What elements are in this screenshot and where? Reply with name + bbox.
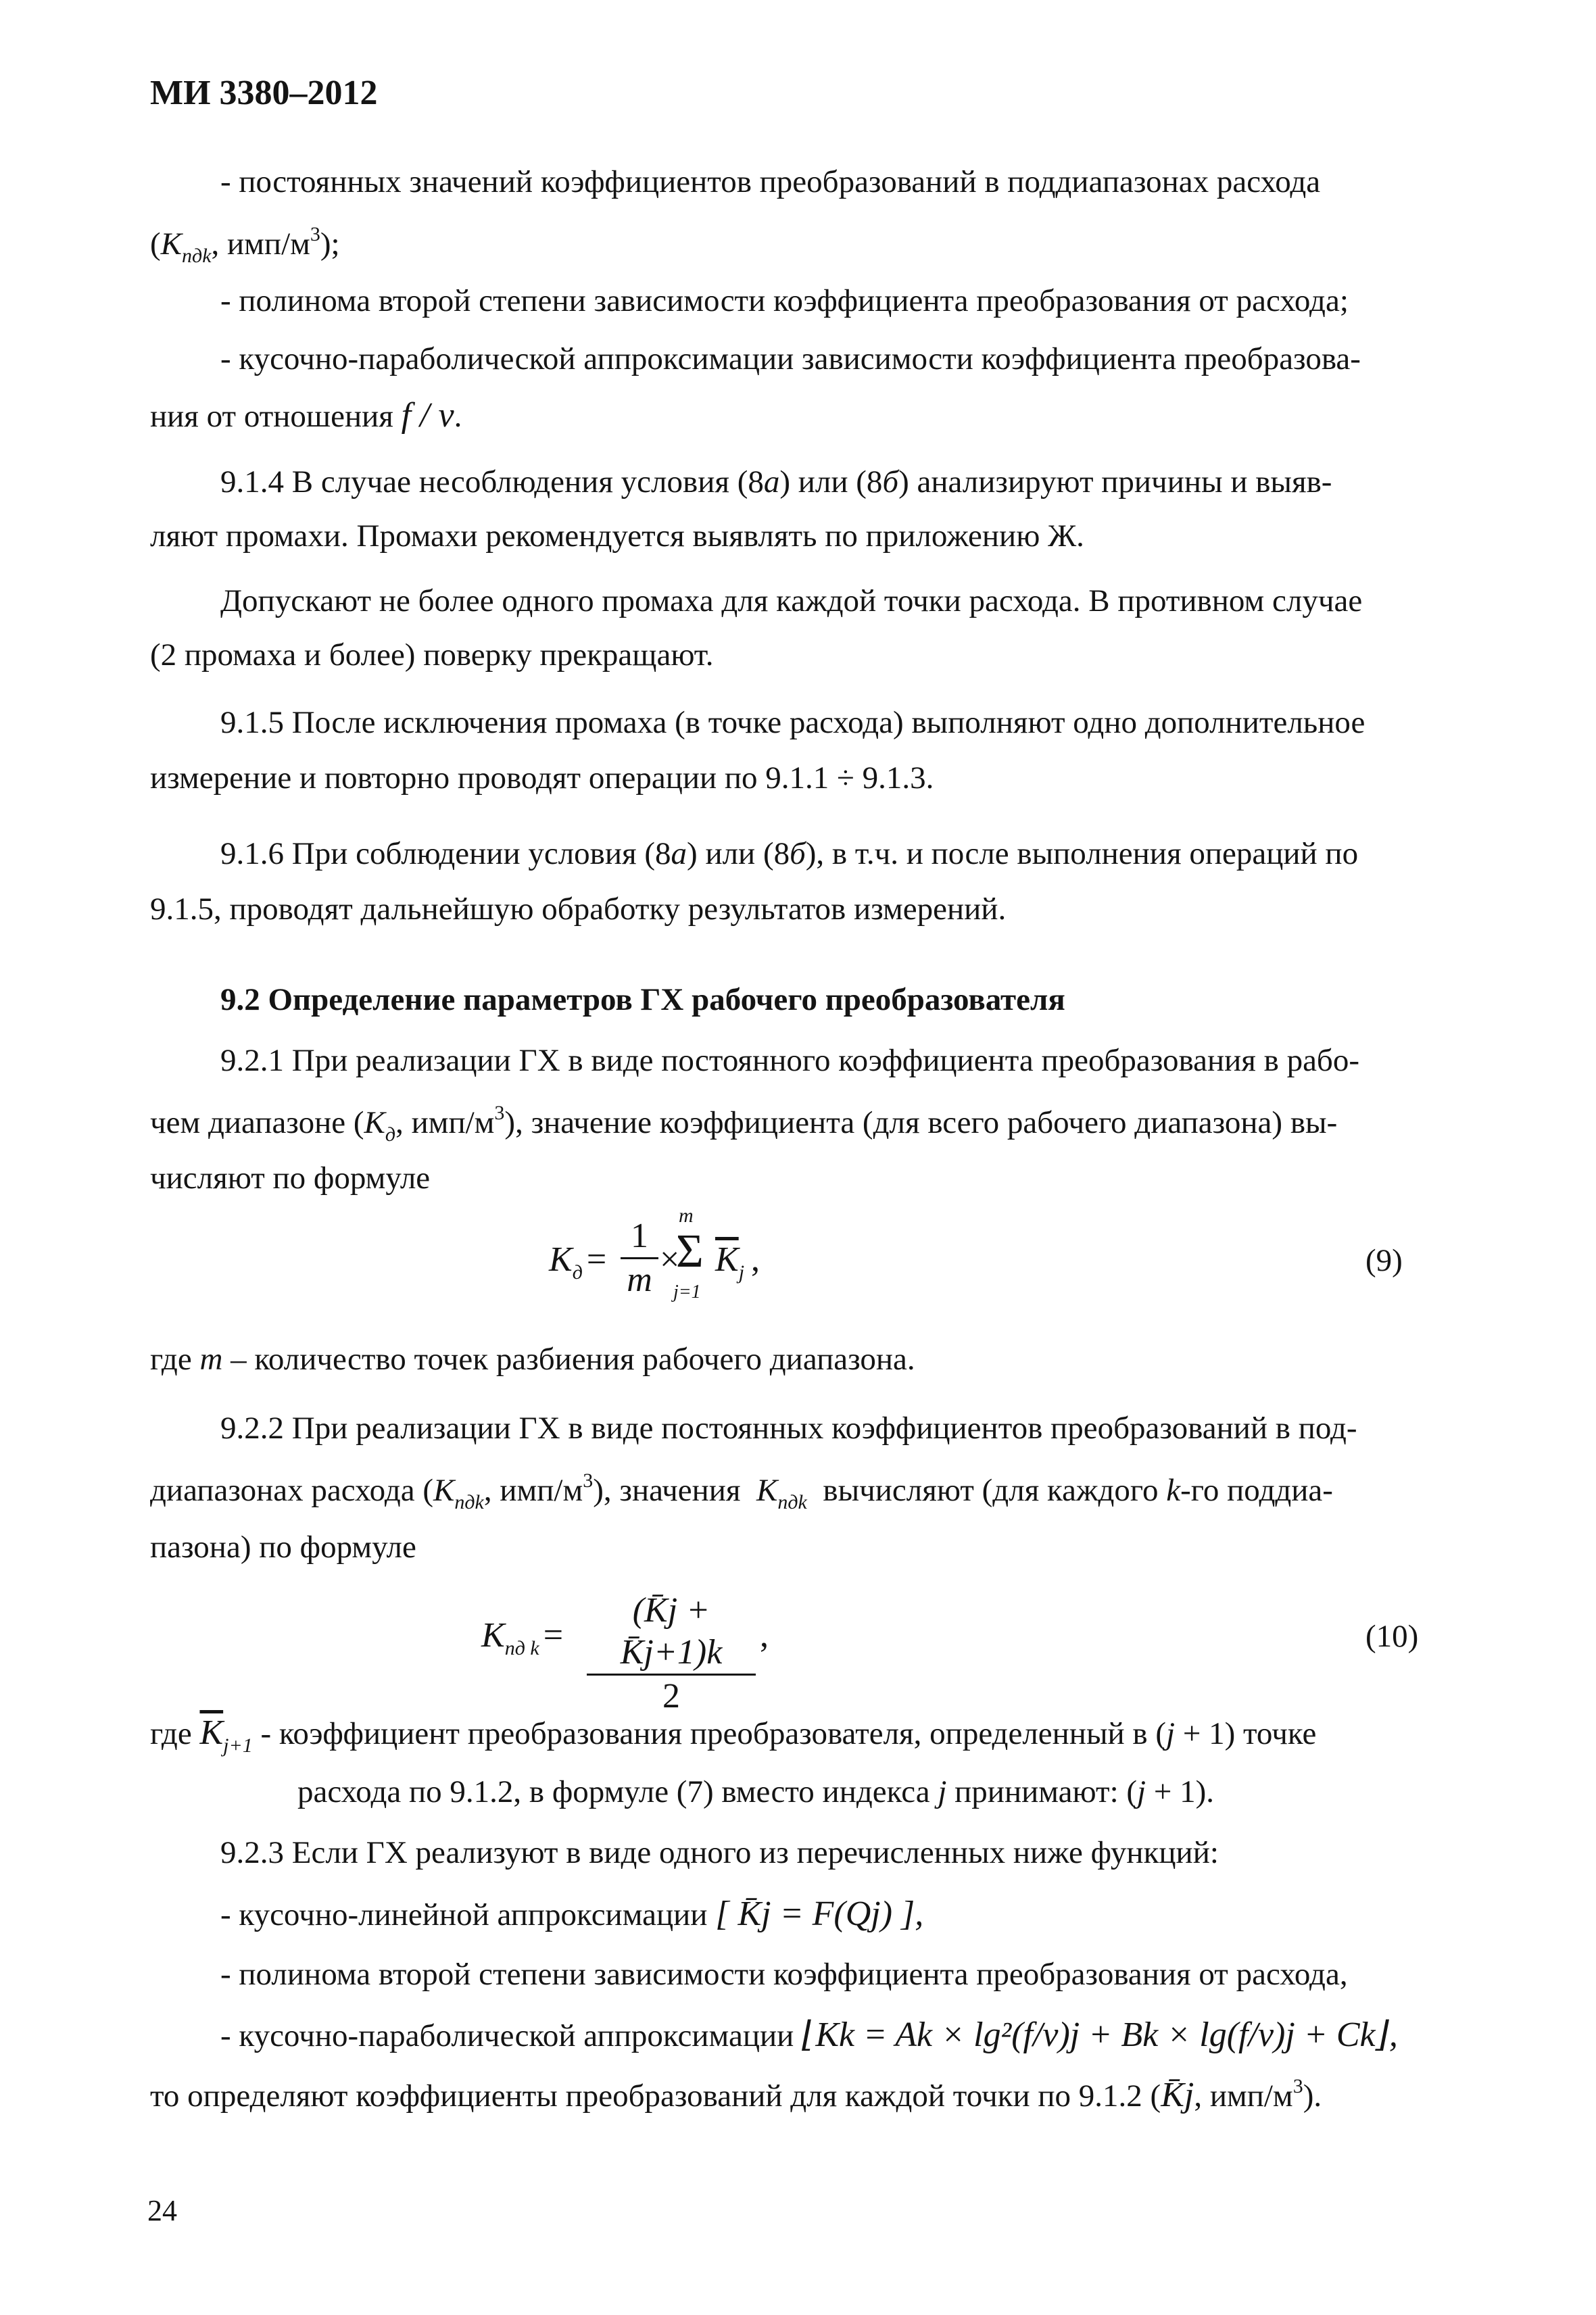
list-item-polynomial: - полинома второй степени зависимости коэффициента преобразования от расхода;: [220, 283, 1349, 318]
text: – количество точек разбиения рабочего диапазона.: [231, 1342, 915, 1377]
math-operator: =: [586, 1240, 607, 1279]
formula-10-end: ,: [760, 1616, 769, 1655]
math-symbol: K: [549, 1240, 573, 1279]
text: , имп/м: [395, 1105, 495, 1140]
math-symbol: K: [433, 1473, 455, 1508]
math-subscript: пд k: [504, 1637, 539, 1659]
paragraph-9-2-2: 9.2.2 При реализации ГХ в виде постоянных коэффициентов преобразований в под-: [220, 1411, 1357, 1446]
math-symbol: $\overline{K}$: [199, 1713, 224, 1752]
text: ), значения: [593, 1473, 741, 1508]
paragraph-9-2-2-line3: пазона) по формуле: [150, 1530, 416, 1565]
math-superscript: 3: [583, 1469, 594, 1492]
paragraph-9-2-1-line2: [150, 1102, 1337, 1146]
paragraph-9-1-4: [220, 464, 1332, 500]
math-symbol: m: [199, 1342, 223, 1377]
text: - коэффициент преобразования преобразователя, определенный в (: [260, 1716, 1167, 1751]
text: - кусочно-линейной аппроксимации: [220, 1897, 708, 1932]
math-subscript: пдk: [182, 245, 212, 267]
paragraph-9-2-1: 9.2.1 При реализации ГХ в виде постоянного коэффициента преобразования в рабо-: [220, 1043, 1360, 1078]
text: ) анализируют причины и выяв-: [898, 464, 1332, 499]
text: ), значение коэффициента (для всего рабочего диапазона) вы-: [504, 1105, 1338, 1140]
math-expression: ⌊Kk = Ak × lg²(f/ν)j + Bk × lg(f/ν)j + Ck⌋,: [802, 2016, 1398, 2054]
formula-9-lhs: [549, 1240, 606, 1284]
text: а: [763, 464, 780, 499]
text: ), в т.ч. и после выполнения операций по: [805, 836, 1359, 871]
math-limit: m: [679, 1204, 694, 1227]
text: -го поддиа-: [1180, 1473, 1333, 1508]
list-item-linear: [220, 1894, 923, 1934]
paragraph-9-1-4-line4: (2 промаха и более) поверку прекращают.: [150, 637, 714, 673]
text: + 1).: [1153, 1774, 1215, 1809]
paragraph-9-1-5-line2: измерение и повторно проводят операции по 9.1.1 ÷ 9.1.3.: [150, 760, 934, 796]
list-item-constant-subrange: [220, 164, 1320, 200]
text: ).: [1303, 2078, 1322, 2114]
formula-10-lhs: [481, 1615, 563, 1660]
math-superscript: 3: [494, 1102, 505, 1124]
math-symbol: $\overline{K}$: [715, 1240, 739, 1279]
text: 9.1.6 При соблюдении условия (8: [220, 836, 671, 871]
paragraph-9-1-5: 9.1.5 После исключения промаха (в точке расхода) выполняют одно дополнительное: [220, 705, 1365, 740]
math-subscript: пдk: [454, 1491, 484, 1513]
text: - постоянных значений коэффициентов преобразований в поддиапазонах расхода: [220, 164, 1321, 199]
text: , имп/м: [483, 1473, 583, 1508]
math-symbol: K: [481, 1616, 505, 1655]
text: ,: [751, 1240, 760, 1279]
list-item-parabolic-cont: [150, 395, 462, 435]
paragraph-9-2-2-line2: [150, 1469, 1333, 1514]
text: а: [671, 836, 687, 871]
text: диапазонах расхода (: [150, 1473, 434, 1508]
fraction-numerator: (K̄j + K̄j+1)k: [587, 1590, 756, 1676]
fraction-denominator: 2: [662, 1677, 680, 1715]
formula-10-where: [150, 1713, 1316, 1757]
list-item-constant-subrange-units: [150, 223, 340, 268]
text: + 1) точке: [1182, 1716, 1317, 1751]
formula-9-where: [150, 1341, 915, 1378]
fraction-numerator: 1: [621, 1215, 658, 1259]
paragraph-9-1-4-line2: ляют промахи. Промахи рекомендуется выявлять по приложению Ж.: [150, 518, 1084, 554]
document-header: МИ 3380–2012: [150, 74, 378, 112]
math-limit: j=1: [673, 1282, 701, 1302]
formula-9-sum-lower: [673, 1282, 701, 1303]
paragraph-9-1-4-line3: Допускают не более одного промаха для каждой точки расхода. В противном случае: [220, 583, 1363, 618]
text: , имп/м: [211, 226, 310, 262]
paragraph-9-1-6: [220, 835, 1358, 872]
text: чем диапазоне (: [150, 1105, 364, 1140]
text: 9.1.4 В случае несоблюдения условия (8: [220, 464, 764, 499]
math-symbol: K: [756, 1473, 778, 1508]
page-number: 24: [147, 2194, 177, 2227]
paragraph-9-1-6-line2: 9.1.5, проводят дальнейшую обработку результатов измерений.: [150, 892, 1007, 927]
math-superscript: 3: [310, 223, 320, 245]
text: );: [320, 226, 340, 262]
text: б: [790, 836, 806, 871]
text: ) или (8: [779, 464, 883, 499]
section-heading-9-2: 9.2 Определение параметров ГХ рабочего преобразователя: [220, 982, 1065, 1017]
formula-9-fraction: [621, 1215, 658, 1301]
paragraph-9-2-3: 9.2.3 Если ГХ реализуют в виде одного из перечисленных ниже функций:: [220, 1835, 1219, 1870]
math-subscript: j: [738, 1261, 745, 1284]
math-symbol: j: [1137, 1774, 1146, 1809]
formula-9-rhs: [715, 1240, 760, 1284]
text: где: [150, 1716, 192, 1751]
math-subscript: д: [385, 1123, 396, 1146]
list-item-parabolic-2: [220, 2014, 1398, 2055]
formula-10-fraction: [587, 1590, 756, 1717]
math-subscript: д: [572, 1261, 583, 1284]
list-item-polynomial-2: - полинома второй степени зависимости коэффициента преобразования от расхода,: [220, 1957, 1348, 1992]
math-symbol: j: [938, 1774, 947, 1809]
text: - кусочно-параболической аппроксимации: [220, 2018, 794, 2053]
text: вычисляют (для каждого: [823, 1473, 1159, 1508]
text: б: [882, 464, 899, 499]
formula-9-times: ×: [660, 1240, 680, 1279]
math-expression: [ K̄j = F(Qj) ],: [715, 1895, 924, 1933]
text: принимают: (: [954, 1774, 1138, 1809]
math-superscript: 3: [1292, 2075, 1303, 2097]
fraction-denominator: m: [627, 1261, 652, 1299]
math-symbol: K: [364, 1105, 385, 1140]
formula-9-sum: Σ: [676, 1225, 704, 1277]
text: расхода по 9.1.2, в формуле (7) вместо индекса: [297, 1774, 930, 1809]
math-symbol: K̄j: [1161, 2076, 1194, 2114]
math-symbol: k: [1166, 1473, 1181, 1508]
formula-10-number: (10): [1365, 1619, 1419, 1654]
math-expression: f / ν: [401, 396, 454, 435]
math-symbol: K: [160, 226, 183, 262]
math-operator: =: [543, 1616, 564, 1655]
text: то определяют коэффициенты преобразований для каждой точки по 9.1.2 (: [150, 2078, 1161, 2114]
text: , имп/м: [1194, 2078, 1293, 2114]
text: .: [454, 399, 462, 434]
paragraph-9-2-1-line3: числяют по формуле: [150, 1161, 431, 1196]
text: ния от отношения: [150, 399, 393, 434]
list-item-parabolic: - кусочно-параболической аппроксимации зависимости коэффициента преобразова-: [220, 341, 1361, 376]
formula-9-number: (9): [1365, 1243, 1403, 1278]
text: где: [150, 1342, 192, 1377]
math-subscript: пдk: [777, 1491, 807, 1513]
paragraph-9-2-3-conclusion: [150, 2075, 1322, 2115]
formula-9-sum-upper: [679, 1204, 694, 1227]
formula-10-where-line2: [297, 1774, 1214, 1810]
math-subscript: j+1: [223, 1734, 253, 1757]
text: (: [150, 226, 161, 262]
math-symbol: j: [1166, 1716, 1176, 1751]
text: ) или (8: [687, 836, 790, 871]
